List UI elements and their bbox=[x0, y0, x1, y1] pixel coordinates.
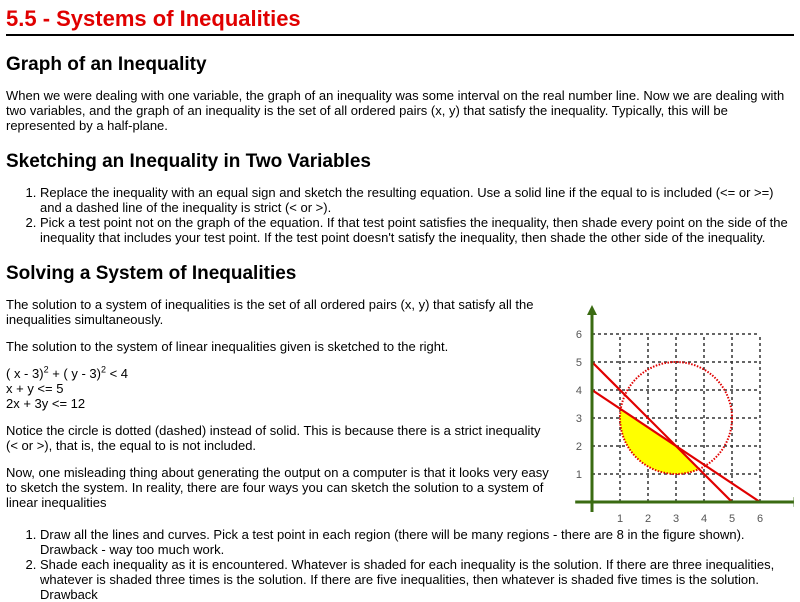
heading-sketching: Sketching an Inequality in Two Variables bbox=[6, 151, 794, 173]
inequality-list bbox=[6, 366, 554, 411]
x-tick-label: 4 bbox=[701, 513, 707, 525]
x-tick-label: 3 bbox=[673, 513, 679, 525]
inequality-graph bbox=[554, 297, 794, 527]
y-tick-label: 5 bbox=[576, 357, 582, 369]
paragraph: The solution to a system of inequalities is the set of all ordered pairs (x, y) that satisfy all the inequalities simultaneously. bbox=[6, 297, 554, 327]
heading-graph-of-inequality: Graph of an Inequality bbox=[6, 54, 794, 76]
x-tick-label: 1 bbox=[617, 513, 623, 525]
y-axis-arrow-icon bbox=[587, 305, 597, 315]
solution-methods bbox=[6, 527, 794, 602]
x-tick-label: 2 bbox=[645, 513, 651, 525]
y-tick-label: 1 bbox=[576, 469, 582, 481]
line-x-plus-y bbox=[592, 362, 732, 502]
x-tick-label: 6 bbox=[757, 513, 763, 525]
y-tick-label: 6 bbox=[576, 329, 582, 341]
heading-solving-system: Solving a System of Inequalities bbox=[6, 263, 794, 285]
list-item: 2. Shade each inequality as it is encountered. Whatever is shaded for each inequality is the solution. If there are three inequalities, whatever is shaded three times is the solution. If there are five inequalities, then whatever is shaded five times is the solution. Drawback bbox=[40, 557, 794, 602]
list-item: 1. Replace the inequality with an equal sign and sketch the resulting equation. Use a solid line if the equal to is included (<= or >=) and a dashed line of the inequality is strict (< or >). bbox=[40, 185, 794, 215]
list-item: 2. Pick a test point not on the graph of the equation. If that test point satisfies the inequality, then shade every point on the side of the inequality that includes your test point. If the test point doesn't satisfy the inequality, then shade the other side of the inequality. bbox=[40, 215, 794, 245]
paragraph: The solution to the system of linear inequalities given is sketched to the right. bbox=[6, 339, 554, 354]
solution-region bbox=[620, 409, 699, 474]
inequality-circle: ( x - 3)$^2$ + ( y - 3)$^2$ < 4 bbox=[6, 366, 554, 381]
solving-section bbox=[6, 297, 794, 527]
solving-text bbox=[6, 297, 554, 522]
paragraph: Notice the circle is dotted (dashed) instead of solid. This is because there is a strict inequality (< or >), that is, the equal to is not included. bbox=[6, 423, 554, 453]
x-tick-label: 5 bbox=[729, 513, 735, 525]
paragraph: When we were dealing with one variable, the graph of an inequality was some interval on the real number line. Now we are dealing with two variables, and the graph of an inequality is the set of all ordered pairs (x, y) that satisfy the inequality. Typically, this will be represented by a half-plane. bbox=[6, 88, 794, 133]
inequality-line-1: x + y <= 5 bbox=[6, 381, 554, 396]
page-title: 5.5 - Systems of Inequalities bbox=[6, 6, 794, 36]
y-tick-label: 4 bbox=[576, 385, 582, 397]
inequality-line-2: 2x + 3y <= 12 bbox=[6, 396, 554, 411]
paragraph: Now, one misleading thing about generating the output on a computer is that it looks very easy to sketch the system. In reality, there are four ways you can sketch the solution to a system of linear inequalities bbox=[6, 465, 554, 510]
sketching-steps bbox=[6, 185, 794, 245]
y-tick-label: 2 bbox=[576, 441, 582, 453]
list-item: 1. Draw all the lines and curves. Pick a test point in each region (there will be many regions - there are 8 in the figure shown). Drawback - way too much work. bbox=[40, 527, 794, 557]
y-tick-label: 3 bbox=[576, 413, 582, 425]
